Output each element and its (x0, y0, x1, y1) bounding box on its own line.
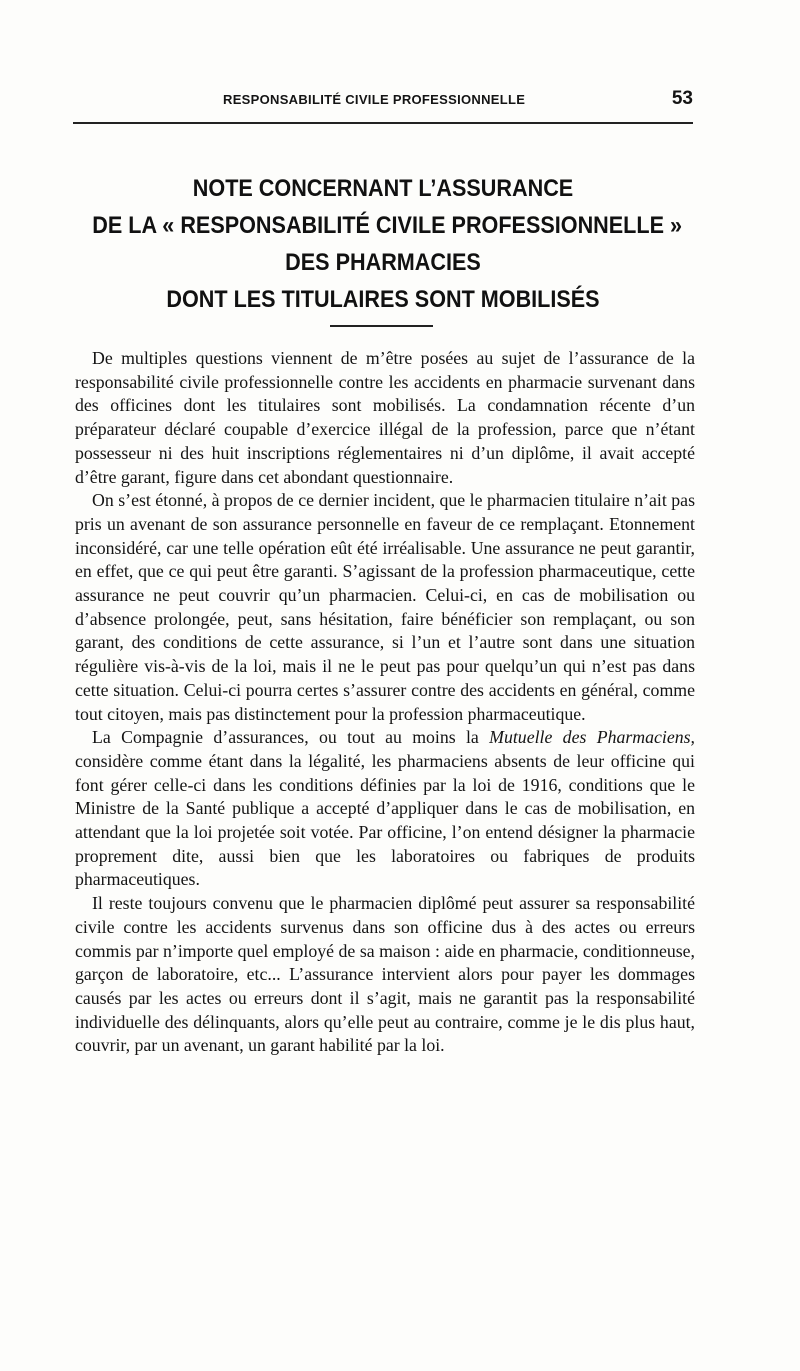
paragraph-2: On s’est étonné, à propos de ce dernier incident, que le pharmacien titulaire n’ait pas pris un avenant de son assurance personnelle en faveur de ce remplaçant. Etonnement inconsidéré, car une telle opération eût été irréalisable. Une assurance ne peut garantir, en effet, que ce qui peut être garanti. S’agissant de la profession pharmaceutique, cette assurance ne peut couvrir qu’un pharmacien. Celui-ci, en cas de mobilisation ou d’absence prolongée, peut, sans hésitation, faire bénéficier son remplaçant, ou son garant, des conditions de cette assurance, si l’un et l’autre sont dans une situation régulière vis-à-vis de la loi, mais il ne le peut pas pour quelqu’un qui n’est pas dans cette situation. Celui-ci pourra certes s’assurer contre des accidents en général, comme tout citoyen, mais pas distinctement pour la profession pharmaceutique. (75, 490, 695, 724)
title-line-1: NOTE CONCERNANT L’ASSURANCE (192, 175, 574, 202)
running-title: RESPONSABILITÉ CIVILE PROFESSIONNELLE (223, 92, 526, 107)
article-body (75, 347, 695, 1058)
paragraph-4: Il reste toujours convenu que le pharmacien diplômé peut assurer sa responsabilité civile contre les accidents survenus dans son officine dus à des actes ou erreurs commis par n’importe quel employé de sa maison : aide en pharmacie, conditionneuse, garçon de laboratoire, etc... L’assurance intervient alors pour payer les dommages causés par les actes ou erreurs dont il s’agit, mais ne garantit pas la responsabilité individuelle des délinquants, alors qu’elle peut au contraire, comme je le dis plus haut, couvrir, par un avenant, un garant habilité par la loi. (75, 893, 695, 1056)
title-line-4: DONT LES TITULAIRES SONT MOBILISÉS (166, 286, 600, 313)
title-rule (330, 325, 433, 327)
paragraph-3-end: considère comme étant dans la légalité, les pharmaciens absents de leur officine qui font gérer celle-ci dans les conditions définies par la loi de 1916, conditions que le Ministre de la Santé publique a accepté d’appliquer dans le cas de mobilisation, en attendant que la loi projetée soit votée. Par officine, l’on entend désigner la pharmacie proprement dite, aussi bien que les laboratoires ou fabriques de produits pharmaceutiques. (75, 750, 695, 890)
page-number: 53 (671, 88, 693, 109)
paragraph-3 (75, 726, 695, 892)
header-rule (73, 122, 693, 124)
paragraph-3-start: La Compagnie d’assurances, ou tout au moins la (92, 727, 490, 748)
title-line-2: DE LA « RESPONSABILITÉ CIVILE PROFESSIONNELLE » (92, 212, 682, 239)
paragraph-3-italic: Mutuelle des Pharmaciens, (489, 727, 695, 748)
running-head (73, 88, 693, 112)
title-line-3: DES PHARMACIES (285, 249, 481, 276)
article-title (60, 170, 706, 318)
paragraph-1: De multiples questions viennent de m’être posées au sujet de l’assurance de la responsabilité civile professionnelle contre les accidents en pharmacie survenant dans des officines dont les titulaires sont mobilisés. La condamnation récente d’un préparateur déclaré coupable d’exercice illégal de la profession, parce que n’étant possesseur ni des huit inscriptions réglementaires ni d’un diplôme, il avait accepté d’être garant, figure dans cet abondant questionnaire. (75, 348, 695, 487)
